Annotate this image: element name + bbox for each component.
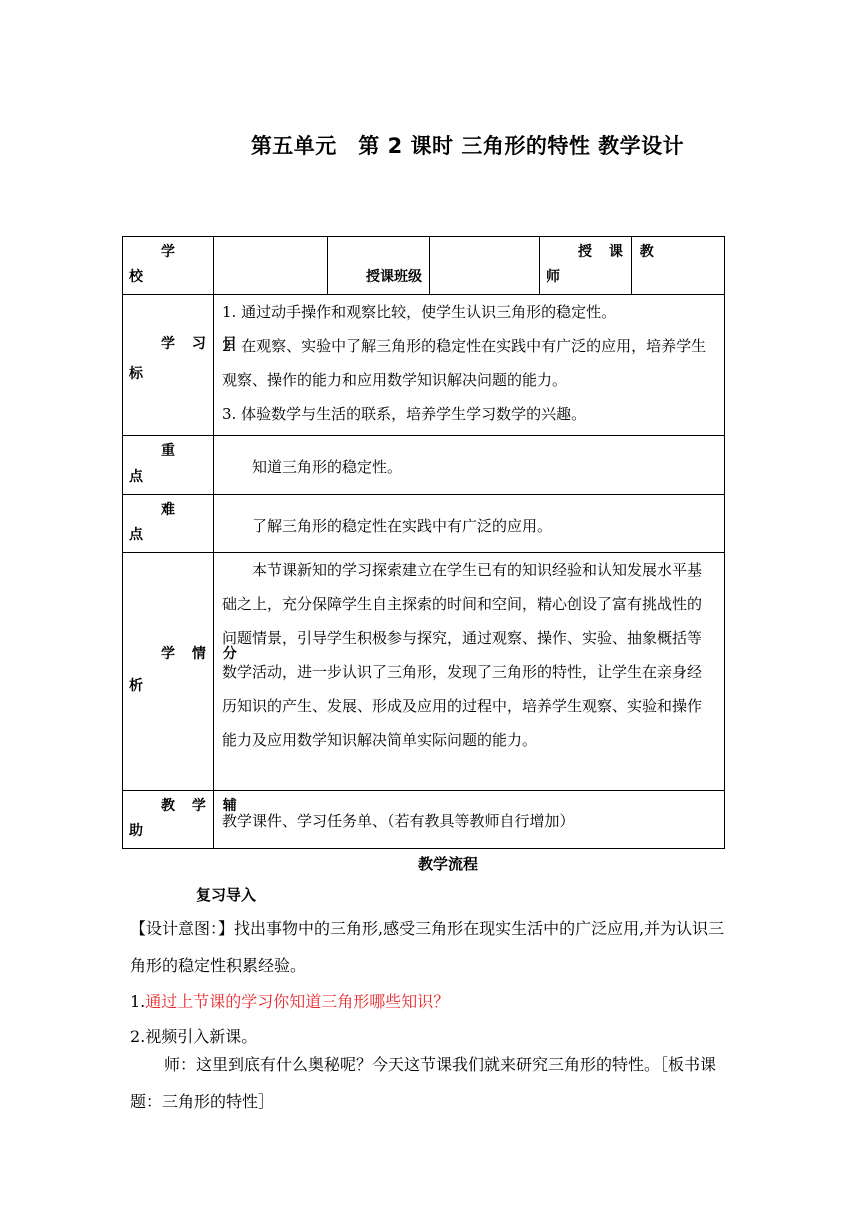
difficulty-cell: [214, 495, 725, 553]
teacher-label-cell: [540, 237, 660, 295]
aids-label-cell: [123, 791, 243, 849]
school-label: 学: [161, 244, 181, 260]
key-cell: [214, 436, 725, 495]
aids-label: 教 学 辅: [161, 798, 243, 814]
page-title: 第五单元 第 2 课时 三角形的特性 教学设计: [250, 134, 685, 158]
question-item: [130, 983, 735, 1020]
table-row: [123, 295, 725, 436]
section-title: 复习导入: [196, 886, 257, 904]
key-text: 知道三角形的稳定性。: [252, 458, 403, 476]
goals-label-cell: [123, 295, 243, 436]
table-row: [123, 553, 725, 791]
goals-cell: [214, 295, 725, 436]
video-item: 2.视频引入新课。: [130, 1027, 258, 1046]
flow-title: 教学流程: [417, 855, 478, 873]
difficulty-label-cell: [123, 495, 214, 553]
design-intent: 【设计意图：】找出事物中的三角形,感受三角形在现实生活中的广泛应用,并为认识三角形的稳定性积累经验。: [130, 919, 725, 975]
analysis-text: 本节课新知的学习探索建立在学生已有的知识经验和认知发展水平基础之上，充分保障学生自主探索的时间和空间，精心创设了富有挑战性的问题情景，引导学生积极参与探究，通过观察、操作、实验、抽象概括等数学活动，进一步认识了三角形，发现了三角形的特性，让学生在亲身经历知识的产生、发展、形成及应用的过程中，培养学生观察、实验和操作能力及应用数学知识解决简单实际问题的能力。: [222, 561, 703, 749]
analysis-label-cell: [123, 553, 243, 791]
difficulty-label-cont: 点: [129, 527, 143, 543]
key-label-cell: [123, 436, 214, 495]
question-number: 1.: [130, 992, 146, 1011]
table-row: [123, 237, 725, 295]
analysis-label: 学 情 分: [161, 646, 243, 662]
school-label-cell: [123, 237, 214, 295]
aids-text: 教学课件、学习任务单、（若有教具等教师自行增加）: [222, 812, 575, 830]
key-label: 重: [161, 443, 181, 459]
goal-item: 3. 体验数学与生活的联系，培养学生学习数学的兴趣。: [222, 405, 587, 423]
goals-label: 学 习 目: [161, 336, 243, 352]
teacher-line: 师：这里到底有什么奥秘呢？今天这节课我们就来研究三角形的特性。［板书课题：三角形的特性］: [130, 1055, 717, 1111]
table-row: [123, 495, 725, 553]
class-label-cell: [328, 237, 430, 295]
class-value-cell: [430, 237, 540, 295]
goal-item: 1. 通过动手操作和观察比较，使学生认识三角形的稳定性。: [222, 303, 617, 321]
aids-cell: [214, 791, 725, 849]
class-label: 授课班级: [366, 269, 422, 285]
key-label-cont: 点: [129, 469, 143, 485]
table-row: [123, 791, 725, 849]
teacher-label: 授 课 教: [578, 244, 660, 260]
difficulty-label: 难: [161, 502, 181, 518]
table-row: [123, 436, 725, 495]
teacher-label-cont: 师: [546, 269, 560, 285]
aids-label-cont: 助: [129, 823, 143, 839]
difficulty-text: 了解三角形的稳定性在实践中有广泛的应用。: [252, 517, 553, 535]
lesson-info-table: [122, 236, 725, 849]
analysis-cell: [214, 553, 725, 791]
goal-item: 2. 在观察、实验中了解三角形的稳定性在实践中有广泛的应用，培养学生观察、操作的能力和应用数学知识解决问题的能力。: [222, 337, 707, 389]
goals-label-cont: 标: [129, 366, 143, 382]
analysis-label-cont: 析: [129, 678, 143, 694]
school-value-cell: [214, 237, 328, 295]
question-text: 通过上节课的学习你知道三角形哪些知识？: [145, 992, 450, 1011]
school-label-cont: 校: [129, 269, 143, 285]
